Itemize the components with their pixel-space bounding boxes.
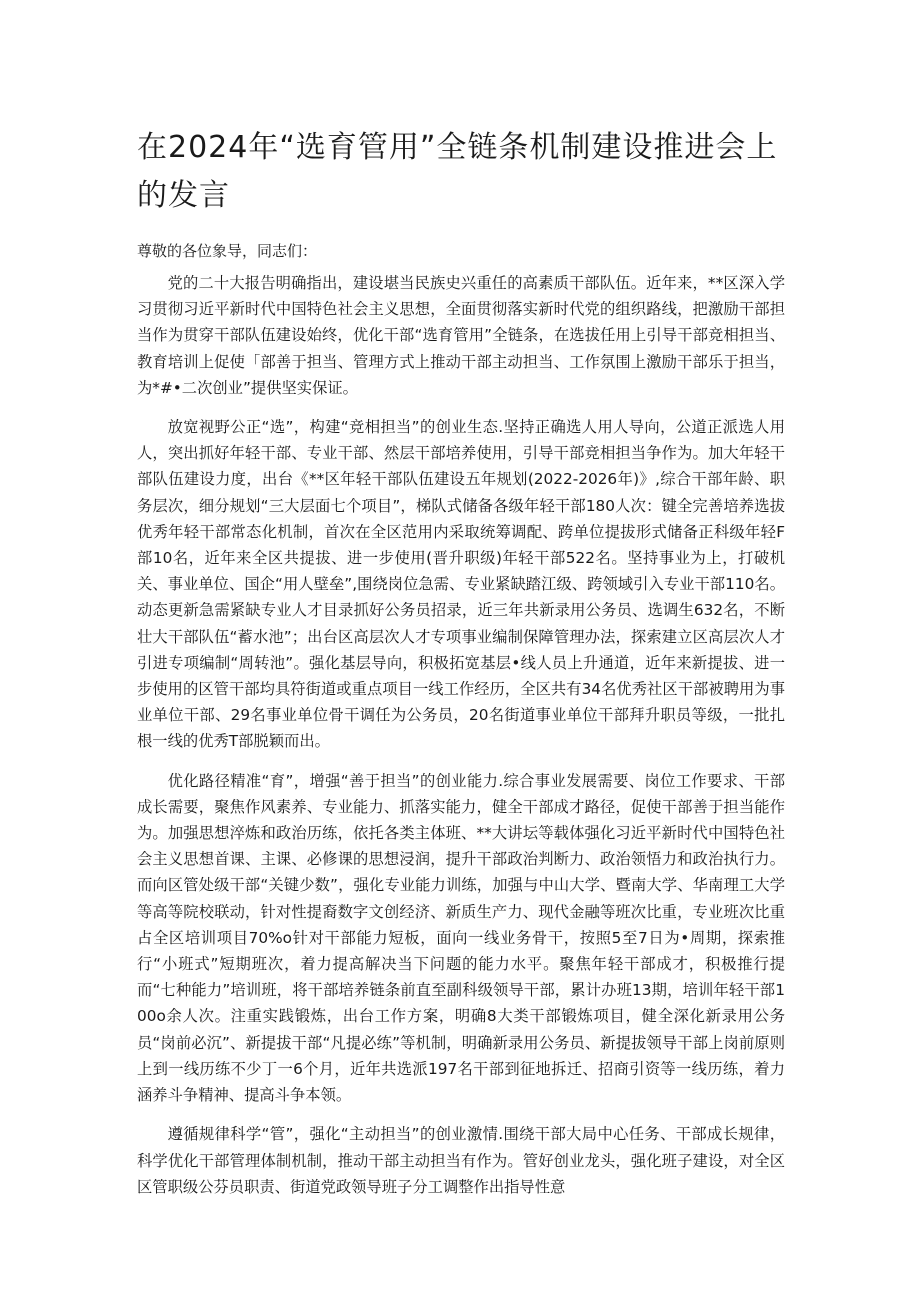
document-body (137, 270, 785, 1213)
document-title: 在2024年“选育管用”全链条机制建设推进会上的发言 (137, 130, 778, 213)
paragraph-cultivate: 优化路径精准“育”，增强“善于担当”的创业能力.综合事业发展需要、岗位工作要求、干部成长需要，聚焦作风素养、专业能力、抓落实能力，健全干部成才路径，促使干部善于担当能作为。加强思想淬炼和政治历练，依托各类主体班、**大讲坛等载体强化习近平新时代中国特色社会主义思想首课、主课、必修课的思想浸润，提升干部政治判断力、政治领悟力和政治执行力。而向区管处级干部“关键少数”，强化专业能力训练，加强与中山大学、暨南大学、华南理工大学等高等院校联动，针对性提裔数字文创经济、新质生产力、现代金融等班次比重，专业班次比重占全区培训项目70%o针对干部能力短板，面向一线业务骨干，按照5至7日为•周期，探索推行“小班式”短期班次，着力提高解决当下问题的能力水平。聚焦年轻干部成才，积极推行提而“七种能力”培训班，将干部培养链条前直至副科级领导干部，累计办班13期，培训年轻干部100o余人次。注重实践锻炼，出台工作方案，明确8大类干部锻炼项目，健全深化新录用公务员“岗前必沉”、新提拔干部“凡提必练”等机制，明确新录用公务员、新提拔领导干部上岗前原则上到一线历练不少丁一6个月，近年共选派197名干部到征地拆迁、招商引资等一线历练，着力涵养斗争精神、提高斗争本领。 (137, 771, 785, 1105)
paragraph-select: 放宽视野公正“选”，构建“竞相担当”的创业生态.坚持正确选人用人导向，公道正派选人用人，突出抓好年轻干部、专业干部、然层干部培养使用，引导干部竞相担当争作为。加大年轻干部队伍建设力度，出台《**区年轻干部队伍建设五年规划(2022-2026年)》,综合干部年龄、职务层次，细分规划“三大层面七个项目”，梯队式储备各级年轻干部180人次：键全完善培养选拔优秀年轻干部常态化机制，首次在全区范用内采取统筹调配、跨单位提拔形式储备正科级年轻F部10名，近年来全区共提拔、进一步使用(晋升职级)年轻干部522名。坚持事业为上，打破机关、事业单位、国企“用人壁垒”,围绕岗位急需、专业紧缺踏江级、跨领域引入专业干部110名。动态更新急需紧缺专业人才目录抓好公务员招录，近三年共新录用公务员、选调生632名，不断壮大干部队伍“蓄水池”；出台区高层次人才专项事业编制保障管理办法，探索建立区高层次人才引进专项编制“周转池”。强化基层导向，积极拓宽基层•线人员上升通道，近年来新提拔、进一步使用的区管干部均具符街道或重点项目一线工作经历，全区共有34名优秀社区干部被聘用为事业单位干部、29名事业单位骨干调任为公务员，20名街道事业单位干部拜升职员等级，一批扎根一线的优秀T部脱颖而出。 (137, 418, 785, 751)
salutation: 尊敬的各位象导，同志们： (137, 242, 318, 260)
paragraph-manage: 遵循规律科学“管”，强化“主动担当”的创业激情.围绕干部大局中心任务、干部成长规律，科学优化干部管理体制机制，推动干部主动担当有作为。管好创业龙头，强化班子建设，对全区区管职级公芬员职责、街道党政领导班子分工调整作出指导性意 (137, 1125, 785, 1196)
paragraph-intro: 党的二十大报告明确指出，建设堪当民族史兴重任的高素质干部队伍。近年来，**区深入学习贯彻习近平新时代中国特色社会主义思想，全面贯彻落实新时代党的组织路线，把激励干部担当作为贯穿干部队伍建设始终，优化干部“选育管用”全链条，在选拔任用上引导干部竞相担当、教育培训上促使「部善于担当、管理方式上推动干部主动担当、工作氛围上激励干部乐于担当，为*#•二次创业”提供坚实保证。 (137, 274, 785, 397)
